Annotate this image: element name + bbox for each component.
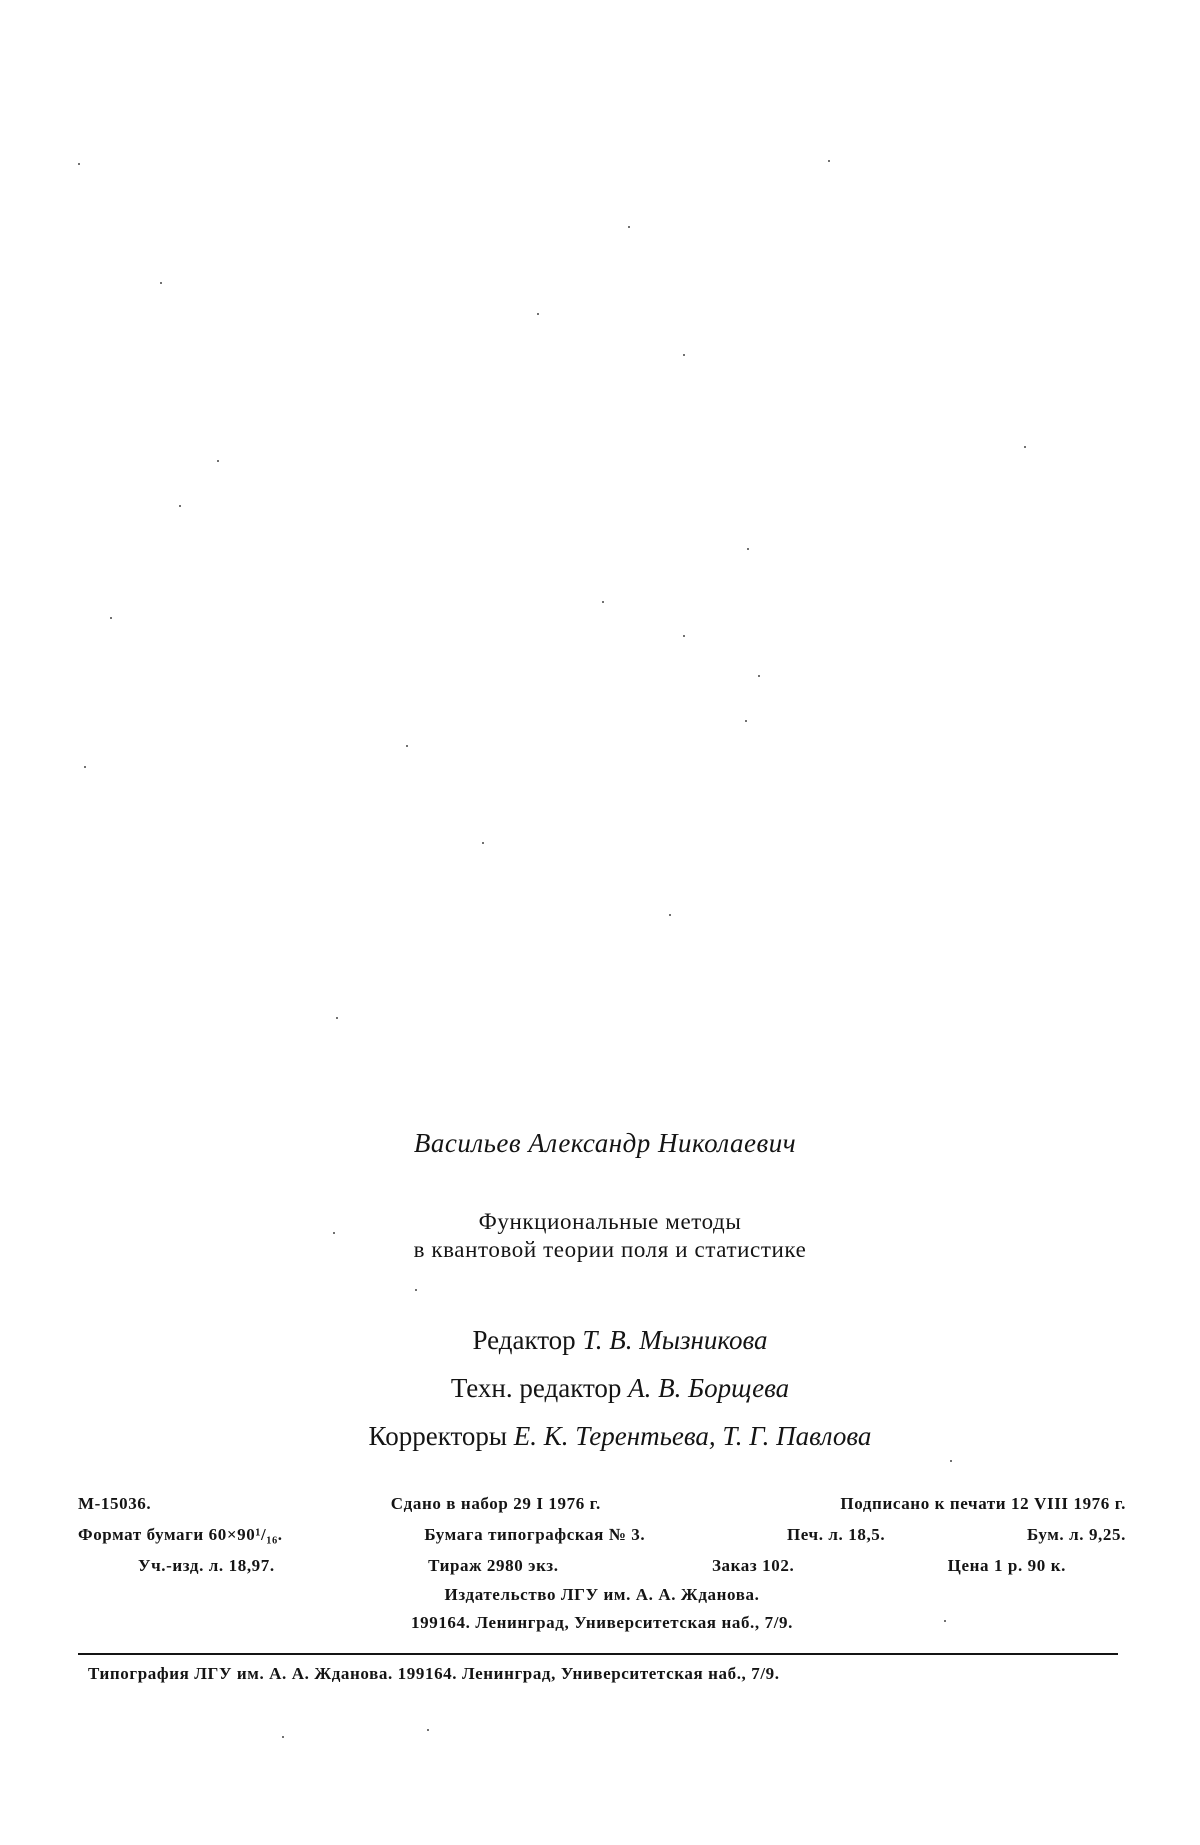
editor-credit [40,1316,1200,1364]
tech-editor-name: А. В. Борщева [628,1373,790,1403]
imprint-address: 199164. Ленинград, Университетская наб., 7/9. [411,1613,793,1632]
scan-speck [745,720,747,722]
imprint-publisher-sheets: Уч.-изд. л. 18,97. [138,1556,275,1575]
imprint-block [78,1488,1126,1637]
scan-speck [336,1017,338,1019]
scan-speck [950,1460,952,1462]
book-title-line-1: Функциональные методы [478,1209,742,1234]
imprint-print-run: Тираж 2980 экз. [428,1556,559,1575]
scan-speck [282,1736,284,1738]
correctors-label: Корректоры [368,1421,508,1451]
book-title [0,1208,1200,1264]
scan-speck [406,745,408,747]
author-name: Васильев Александр Николаевич [413,1128,797,1158]
book-title-line-2: в квантовой теории поля и статистике [413,1237,807,1262]
editor-name: Т. В. Мызникова [582,1325,768,1355]
imprint-print-sheets: Печ. л. 18,5. [786,1525,886,1544]
tech-editor-label: Техн. редактор [450,1373,622,1403]
scan-speck [537,313,539,315]
scan-speck [160,282,162,284]
imprint-order-code: М-15036. [78,1494,152,1513]
scan-speck [427,1729,429,1731]
scan-speck [1024,446,1026,448]
scan-speck [683,354,685,356]
scan-speck [669,914,671,916]
credits [0,1316,1200,1460]
scan-speck [179,505,181,507]
imprint-typesetting-date: Сдано в набор 29 I 1976 г. [390,1494,601,1513]
imprint-publisher: Издательство ЛГУ им. А. А. Жданова. [444,1585,760,1604]
scan-speck [628,226,630,228]
imprint-row-2 [78,1519,1126,1550]
scan-speck [747,548,749,550]
imprint-print-date: Подписано к печати 12 VIII 1976 г. [840,1494,1126,1513]
editor-label: Редактор [472,1325,576,1355]
divider-rule [78,1653,1118,1655]
correctors-names: Е. К. Терентьева, Т. Г. Павлова [513,1421,872,1451]
imprint-row-1 [78,1488,1126,1519]
imprint-row-3 [78,1550,1126,1581]
imprint-order-number: Заказ 102. [711,1556,795,1575]
correctors-credit [40,1412,1200,1460]
tech-editor-credit [40,1364,1200,1412]
imprint-paper-sheets: Бум. л. 9,25. [1026,1525,1126,1544]
scan-speck [758,675,760,677]
imprint-paper-type: Бумага типографская № 3. [424,1525,646,1544]
scan-speck [683,635,685,637]
printer-line: Типография ЛГУ им. А. А. Жданова. 199164. Ленинград, Университетская наб., 7/9. [88,1664,780,1683]
scan-speck [828,160,830,162]
scan-speck [482,842,484,844]
scan-speck [415,1289,417,1291]
scan-speck [84,766,86,768]
scan-speck [217,460,219,462]
scan-speck [78,163,80,165]
scan-speck [110,617,112,619]
imprint-price: Цена 1 р. 90 к. [947,1556,1066,1575]
scan-speck [602,601,604,603]
imprint-paper-format: Формат бумаги 60×90¹/₁₆. [78,1525,283,1544]
